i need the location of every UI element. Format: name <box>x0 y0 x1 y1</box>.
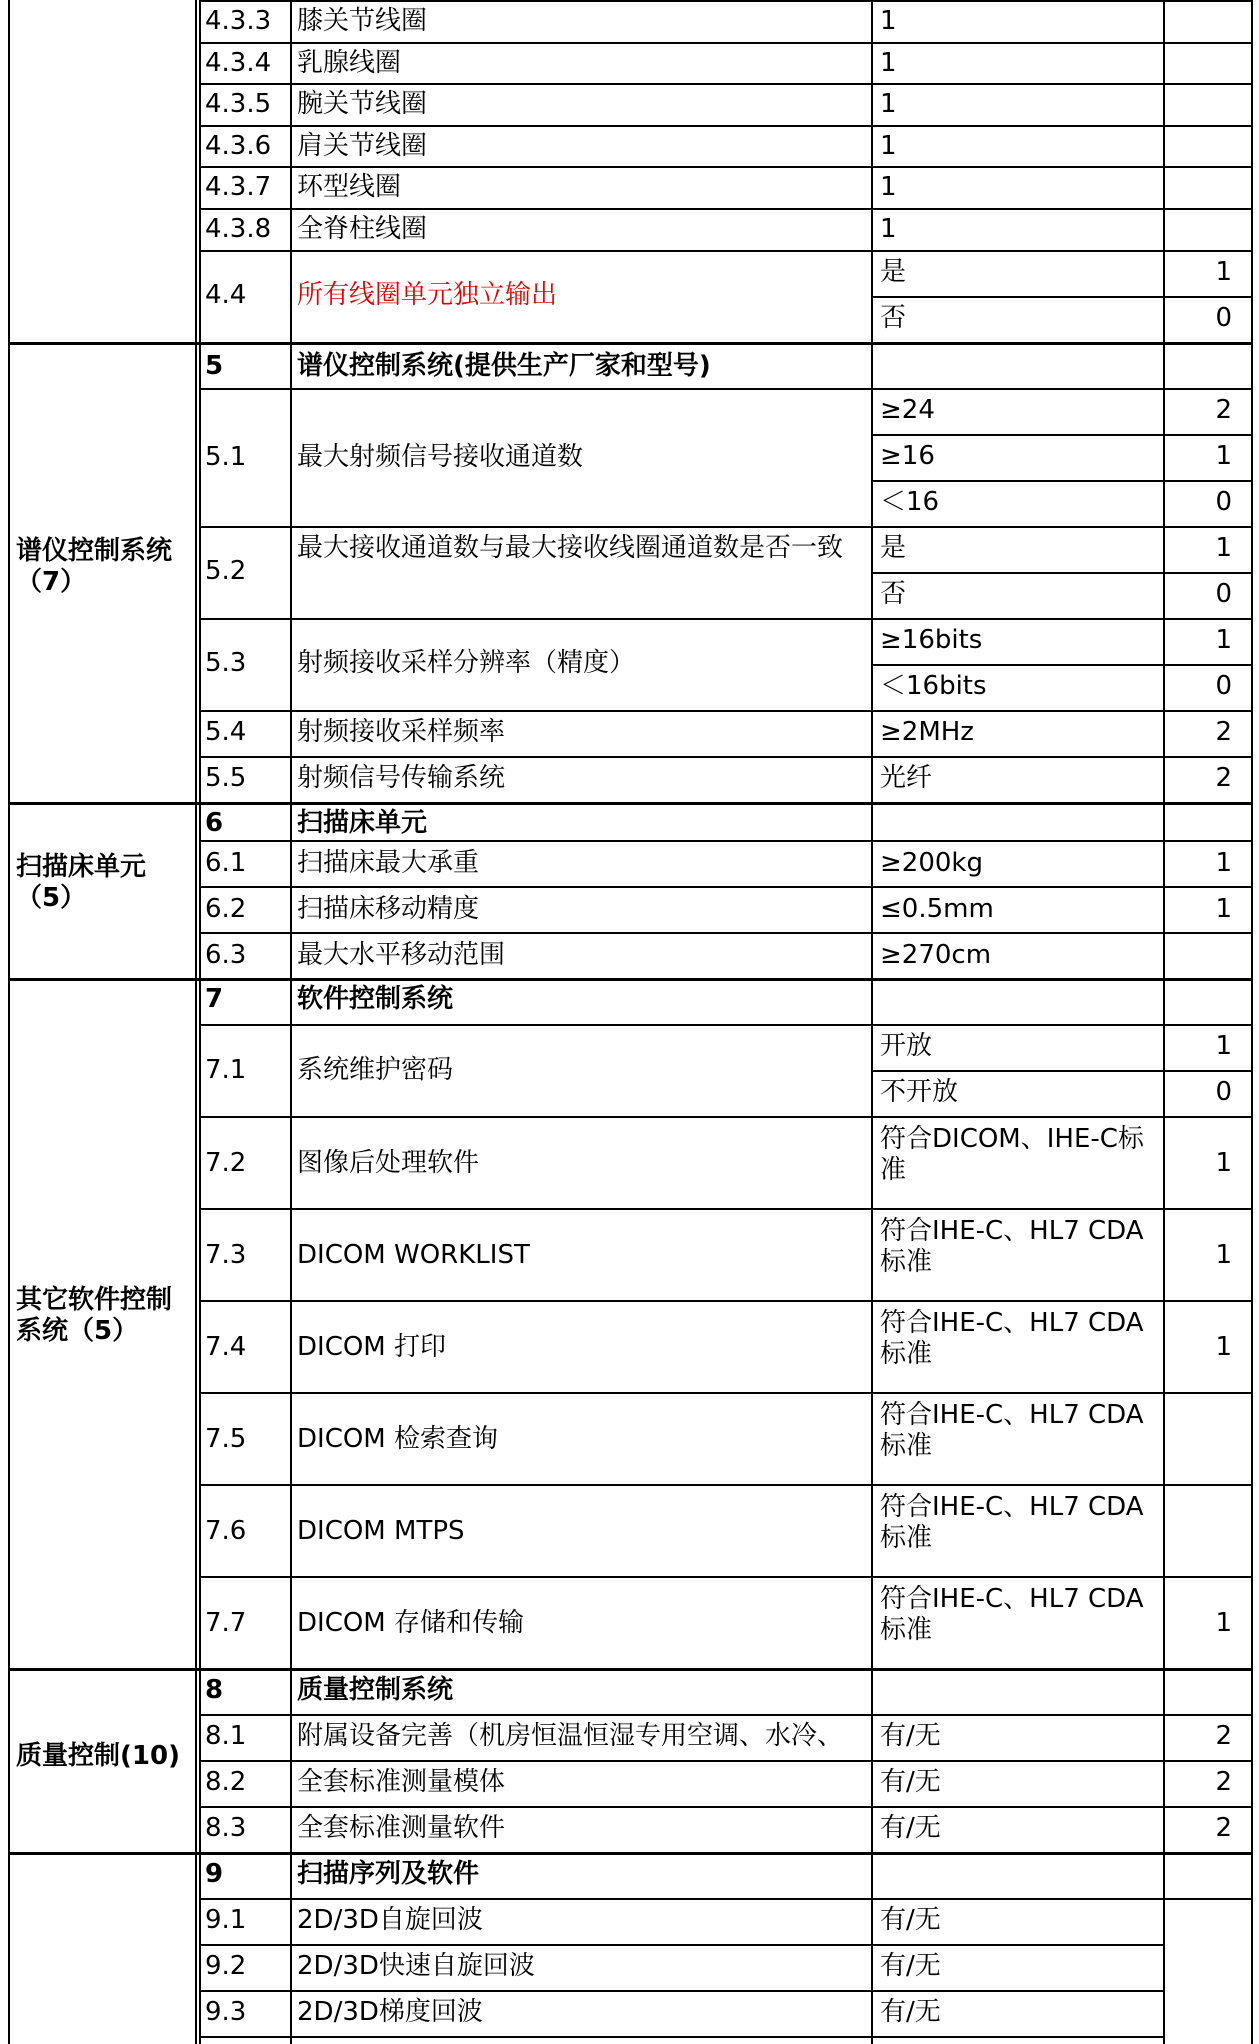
grid-line-h <box>199 1208 1251 1210</box>
item-name: 系统维护密码 <box>297 1055 454 1085</box>
grid-line-h <box>871 1070 1251 1072</box>
requirement: ＜16bits <box>880 671 987 701</box>
item-name: 乳腺线圈 <box>297 48 402 78</box>
requirement: ≤0.5mm <box>880 894 994 924</box>
requirement: ≥16bits <box>880 625 983 655</box>
score: 0 <box>1215 1077 1232 1107</box>
score: 1 <box>1215 1240 1232 1270</box>
grid-line-h <box>199 125 1251 127</box>
row-id: 6.3 <box>205 940 247 970</box>
grid-line-v <box>871 0 873 2044</box>
section-title: 扫描序列及软件 <box>297 1859 480 1889</box>
requirement: 有/无 <box>880 1721 941 1751</box>
score: 1 <box>1215 1148 1232 1178</box>
item-name: 肩关节线圈 <box>297 131 428 161</box>
row-id: 7.5 <box>205 1424 247 1454</box>
grid-line-h <box>199 840 1251 842</box>
section-title: 质量控制系统 <box>297 1675 454 1705</box>
group-label: 扫描床单元（5） <box>16 852 147 913</box>
grid-line-h <box>8 1668 1251 1671</box>
row-id: 8.1 <box>205 1721 247 1751</box>
grid-line-h <box>199 1300 1251 1302</box>
requirement: 符合IHE-C、HL7 CDA标准 <box>880 1308 1144 1369</box>
grid-line-h <box>871 434 1251 436</box>
row-id: 4.3.8 <box>205 214 272 244</box>
grid-line-h <box>199 166 1251 168</box>
requirement: ≥270cm <box>880 940 992 970</box>
grid-line-h <box>199 1714 1251 1716</box>
requirement: ≥200kg <box>880 848 983 878</box>
grid-line-h <box>199 526 1251 528</box>
section-title: 软件控制系统 <box>297 984 454 1014</box>
grid-line-h <box>199 1484 1251 1486</box>
requirement: 1 <box>880 48 897 78</box>
requirement: 有/无 <box>880 1997 941 2027</box>
row-id: 5.5 <box>205 763 247 793</box>
row-id: 7.2 <box>205 1148 247 1178</box>
score: 1 <box>1215 257 1232 287</box>
grid-line-h <box>199 83 1251 85</box>
grid-line-v <box>199 0 201 2044</box>
item-name: 最大射频信号接收通道数 <box>297 442 584 472</box>
item-name: 射频接收采样分辨率（精度） <box>297 648 636 678</box>
row-id: 6.1 <box>205 848 247 878</box>
requirement: 符合IHE-C、HL7 CDA标准 <box>880 1400 1144 1461</box>
grid-line-h <box>871 664 1251 666</box>
requirement: 有/无 <box>880 1767 941 1797</box>
item-name: 膝关节线圈 <box>297 6 428 36</box>
section-id: 7 <box>205 984 224 1014</box>
grid-line-v <box>290 0 292 2044</box>
grid-line-h <box>871 572 1251 574</box>
row-id: 9.3 <box>205 1997 247 2027</box>
item-name: DICOM MTPS <box>297 1516 465 1546</box>
row-id: 5.1 <box>205 442 247 472</box>
score: 1 <box>1215 894 1232 924</box>
section-title: 扫描床单元 <box>297 808 428 838</box>
grid-line-h <box>199 0 1251 2</box>
score: 1 <box>1215 1332 1232 1362</box>
score: 2 <box>1215 1767 1232 1797</box>
score: 1 <box>1215 533 1232 563</box>
requirement: 不开放 <box>880 1077 959 1107</box>
score: 0 <box>1215 671 1232 701</box>
item-name: 扫描床移动精度 <box>297 894 480 924</box>
item-name: 全套标准测量软件 <box>297 1813 506 1843</box>
item-name: 2D/3D快速自旋回波 <box>297 1951 535 1981</box>
grid-line-v <box>1163 0 1165 2044</box>
requirement: 开放 <box>880 1031 933 1061</box>
row-id: 7.4 <box>205 1332 247 1362</box>
requirement: 否 <box>880 303 907 333</box>
grid-line-h <box>199 932 1251 934</box>
score: 2 <box>1215 395 1232 425</box>
item-name: 2D/3D梯度回波 <box>297 1997 483 2027</box>
row-id: 4.3.3 <box>205 6 272 36</box>
requirement: 有/无 <box>880 1951 941 1981</box>
row-id: 5.2 <box>205 556 247 586</box>
item-name: 射频信号传输系统 <box>297 763 506 793</box>
requirement: 是 <box>880 257 907 287</box>
grid-line-h <box>199 1392 1251 1394</box>
item-name: 附属设备完善（机房恒温恒湿专用空调、水冷、 <box>297 1721 844 1751</box>
requirement: ＜16 <box>880 487 940 517</box>
grid-line-h <box>199 1990 1163 1992</box>
score: 1 <box>1215 1031 1232 1061</box>
item-name: 全脊柱线圈 <box>297 214 428 244</box>
item-name: 环型线圈 <box>297 172 402 202</box>
requirement: 有/无 <box>880 1905 941 1935</box>
grid-line-h <box>199 208 1251 210</box>
score: 1 <box>1215 1608 1232 1638</box>
row-id: 8.2 <box>205 1767 247 1797</box>
row-id: 4.3.4 <box>205 48 272 78</box>
grid-line-h <box>871 480 1251 482</box>
item-name: DICOM 检索查询 <box>297 1424 499 1454</box>
grid-line-h <box>199 756 1251 758</box>
score: 2 <box>1215 717 1232 747</box>
row-id: 4.3.6 <box>205 131 272 161</box>
item-name: 全套标准测量模体 <box>297 1767 506 1797</box>
requirement: 是 <box>880 533 907 563</box>
item-name: 所有线圈单元独立输出 <box>297 280 558 310</box>
grid-line-h <box>199 618 1251 620</box>
group-label: 谱仪控制系统（7） <box>16 536 173 597</box>
requirement: 符合IHE-C、HL7 CDA标准 <box>880 1492 1144 1553</box>
grid-line-v <box>1251 0 1253 2044</box>
requirement: 1 <box>880 214 897 244</box>
score: 0 <box>1215 303 1232 333</box>
row-id: 4.4 <box>205 280 247 310</box>
grid-line-v <box>195 0 197 2044</box>
score: 0 <box>1215 487 1232 517</box>
group-label: 质量控制(10) <box>16 1741 180 1771</box>
grid-line-h <box>199 1576 1251 1578</box>
requirement: 符合DICOM、IHE-C标准 <box>880 1124 1144 1185</box>
grid-line-h <box>199 710 1251 712</box>
score: 2 <box>1215 763 1232 793</box>
grid-line-h <box>8 802 1251 805</box>
item-name: DICOM 存储和传输 <box>297 1608 525 1638</box>
row-id: 6.2 <box>205 894 247 924</box>
grid-line-h <box>199 1024 1251 1026</box>
requirement: ≥16 <box>880 441 935 471</box>
grid-line-h <box>199 42 1251 44</box>
item-name: 图像后处理软件 <box>297 1148 480 1178</box>
row-id: 5.3 <box>205 648 247 678</box>
requirement: 否 <box>880 579 907 609</box>
requirement: 1 <box>880 89 897 119</box>
score: 1 <box>1215 625 1232 655</box>
group-label: 其它软件控制系统（5） <box>16 1285 173 1346</box>
grid-line-h <box>871 296 1251 298</box>
item-name: 扫描床最大承重 <box>297 848 480 878</box>
item-name: DICOM 打印 <box>297 1332 447 1362</box>
requirement: 光纤 <box>880 763 933 793</box>
requirement: ≥2MHz <box>880 717 974 747</box>
grid-line-h <box>199 250 1251 252</box>
grid-line-h <box>199 1760 1251 1762</box>
row-id: 7.6 <box>205 1516 247 1546</box>
grid-line-h <box>199 1944 1163 1946</box>
grid-line-v <box>8 0 10 2044</box>
row-id: 7.1 <box>205 1055 247 1085</box>
score: 1 <box>1215 441 1232 471</box>
item-name: 2D/3D自旋回波 <box>297 1905 483 1935</box>
requirement: 符合IHE-C、HL7 CDA标准 <box>880 1584 1144 1645</box>
grid-line-h <box>199 1116 1251 1118</box>
grid-line-h <box>199 1806 1251 1808</box>
requirement: ≥24 <box>880 395 935 425</box>
requirement: 1 <box>880 131 897 161</box>
item-name: 最大水平移动范围 <box>297 940 506 970</box>
item-name: DICOM WORKLIST <box>297 1240 530 1270</box>
score: 2 <box>1215 1813 1232 1843</box>
item-name: 射频接收采样频率 <box>297 717 506 747</box>
score: 0 <box>1215 579 1232 609</box>
section-id: 8 <box>205 1675 224 1705</box>
score: 2 <box>1215 1721 1232 1751</box>
row-id: 8.3 <box>205 1813 247 1843</box>
row-id: 7.3 <box>205 1240 247 1270</box>
row-id: 7.7 <box>205 1608 247 1638</box>
section-id: 5 <box>205 351 224 381</box>
section-title: 谱仪控制系统(提供生产厂家和型号) <box>297 351 711 381</box>
row-id: 4.3.7 <box>205 172 272 202</box>
item-name: 腕关节线圈 <box>297 89 428 119</box>
grid-line-h <box>8 342 1251 345</box>
requirement: 符合IHE-C、HL7 CDA标准 <box>880 1216 1144 1277</box>
requirement: 有/无 <box>880 1813 941 1843</box>
grid-line-h <box>8 978 1251 981</box>
grid-line-h <box>199 388 1251 390</box>
section-id: 6 <box>205 808 224 838</box>
row-id: 9.1 <box>205 1905 247 1935</box>
score: 1 <box>1215 848 1232 878</box>
row-id: 9.2 <box>205 1951 247 1981</box>
grid-line-h <box>199 1898 1251 1900</box>
item-name: 最大接收通道数与最大接收线圈通道数是否一致 <box>297 533 844 563</box>
grid-line-h <box>199 886 1251 888</box>
section-id: 9 <box>205 1859 224 1889</box>
row-id: 4.3.5 <box>205 89 272 119</box>
grid-line-h <box>199 2036 1163 2038</box>
requirement: 1 <box>880 6 897 36</box>
row-id: 5.4 <box>205 717 247 747</box>
grid-line-h <box>8 1852 1251 1855</box>
requirement: 1 <box>880 172 897 202</box>
